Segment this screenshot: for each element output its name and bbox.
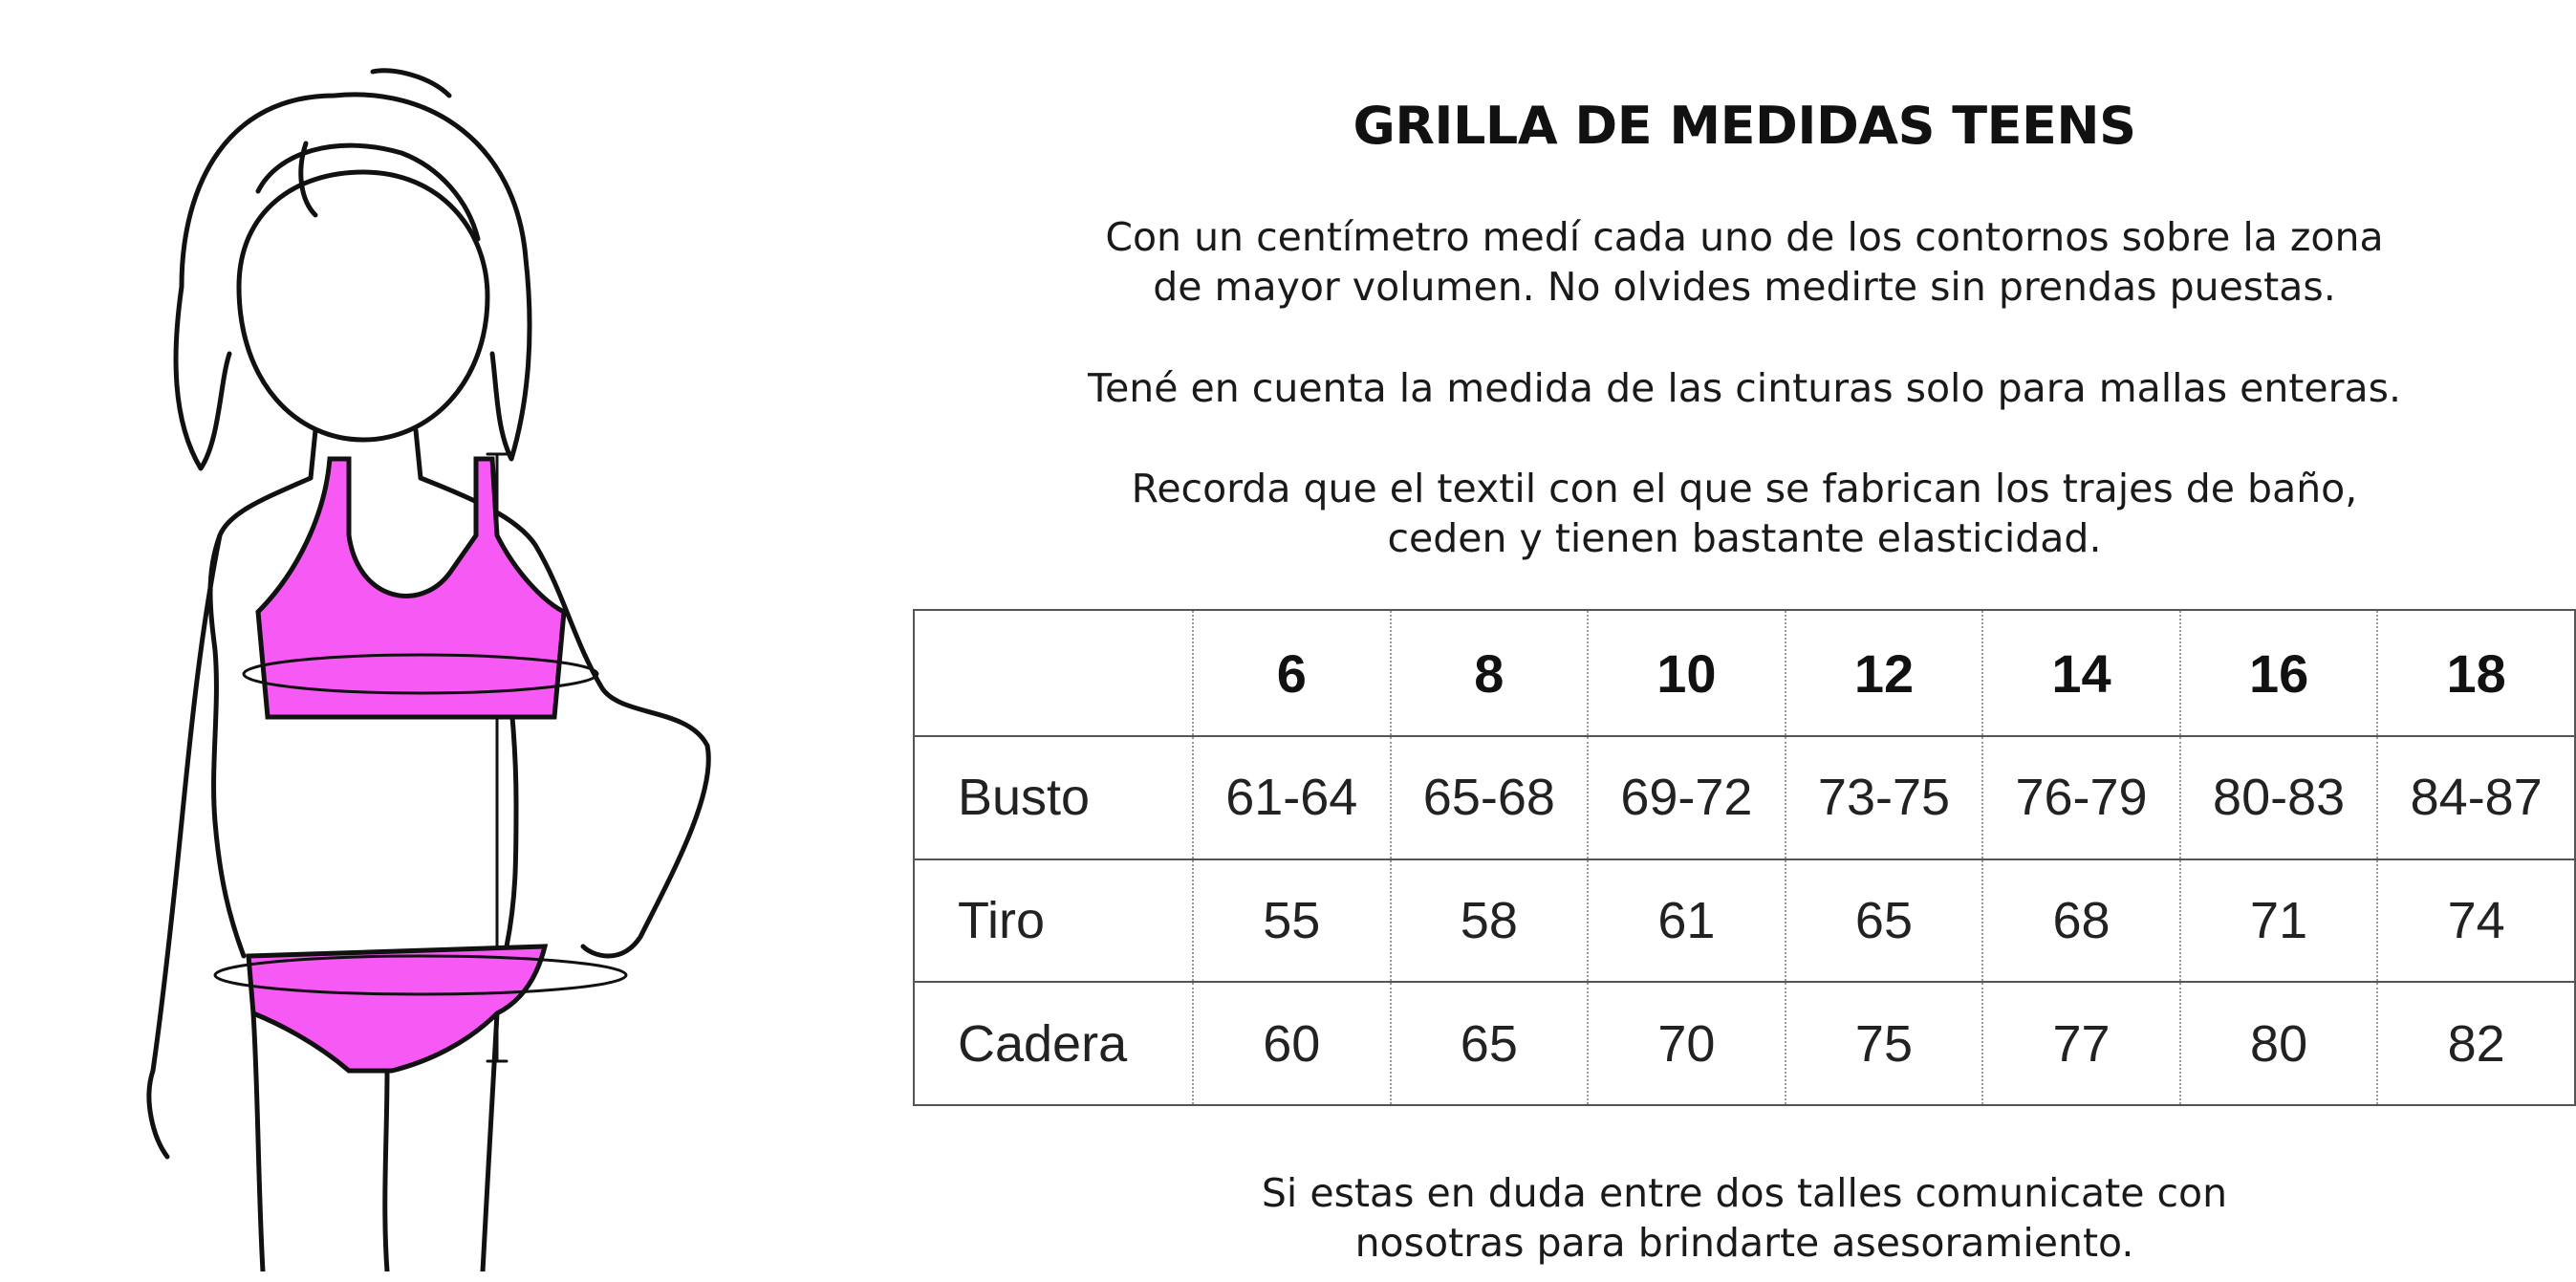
elasticity-note	[898, 464, 2576, 563]
table-cell: 77	[1982, 982, 2180, 1105]
table-cell: 80-83	[2180, 736, 2378, 859]
waist-note: Tené en cuenta la medida de las cinturas solo para mallas enteras.	[1088, 365, 2401, 411]
row-label-busto: Busto	[914, 736, 1193, 859]
table-cell: 58	[1391, 859, 1589, 983]
table-cell: 74	[2377, 859, 2575, 983]
size-header-row	[914, 610, 2575, 736]
table-cell: 61-64	[1193, 736, 1391, 859]
size-header: 10	[1588, 610, 1786, 736]
left-arm-outline	[149, 535, 220, 1157]
size-header: 16	[2180, 610, 2378, 736]
table-row	[914, 736, 2575, 859]
elasticity-line-2: ceden y tienen bastante elasticidad.	[1387, 515, 2102, 561]
corner-cell	[914, 610, 1193, 736]
table-cell: 71	[2180, 859, 2378, 983]
hair-outline	[176, 95, 530, 468]
size-header: 14	[1982, 610, 2180, 736]
table-cell: 82	[2377, 982, 2575, 1105]
table-cell: 80	[2180, 982, 2378, 1105]
table-cell: 65	[1786, 859, 1983, 983]
footer-line-2: nosotras para brindarte asesoramiento.	[1354, 1220, 2134, 1266]
swimsuit-top	[258, 459, 564, 717]
table-cell: 65-68	[1391, 736, 1589, 859]
instructions-line-2: de mayor volumen. No olvides medirte sin prendas puestas.	[1153, 264, 2336, 310]
table-cell: 60	[1193, 982, 1391, 1105]
size-header: 18	[2377, 610, 2575, 736]
elasticity-line-1: Recorda que el textil con el que se fabrican los trajes de baño,	[1131, 466, 2358, 511]
instructions-paragraph	[898, 212, 2576, 312]
instructions-line-1: Con un centímetro medí cada uno de los contornos sobre la zona	[1105, 214, 2384, 260]
table-cell: 84-87	[2377, 736, 2575, 859]
row-label-tiro: Tiro	[914, 859, 1193, 983]
table-row	[914, 982, 2575, 1105]
table-cell: 73-75	[1786, 736, 1983, 859]
face-outline	[239, 172, 487, 440]
footer-note	[898, 1168, 2576, 1268]
footer-line-1: Si estas en duda entre dos talles comunicate con	[1261, 1170, 2228, 1216]
table-cell: 68	[1982, 859, 2180, 983]
table-cell: 76-79	[1982, 736, 2180, 859]
table-cell: 70	[1588, 982, 1786, 1105]
table-cell: 65	[1391, 982, 1589, 1105]
size-chart-table	[913, 609, 2576, 1106]
table-cell: 61	[1588, 859, 1786, 983]
table-cell: 69-72	[1588, 736, 1786, 859]
row-label-cadera: Cadera	[914, 982, 1193, 1105]
size-header: 8	[1391, 610, 1589, 736]
body-figure-illustration	[115, 38, 803, 1271]
size-header: 6	[1193, 610, 1391, 736]
size-header: 12	[1786, 610, 1983, 736]
table-cell: 55	[1193, 859, 1391, 983]
page-title: GRILLA DE MEDIDAS TEENS	[1353, 96, 2136, 156]
table-row	[914, 859, 2575, 983]
swimsuit-bottom	[249, 946, 545, 1071]
table-cell: 75	[1786, 982, 1983, 1105]
